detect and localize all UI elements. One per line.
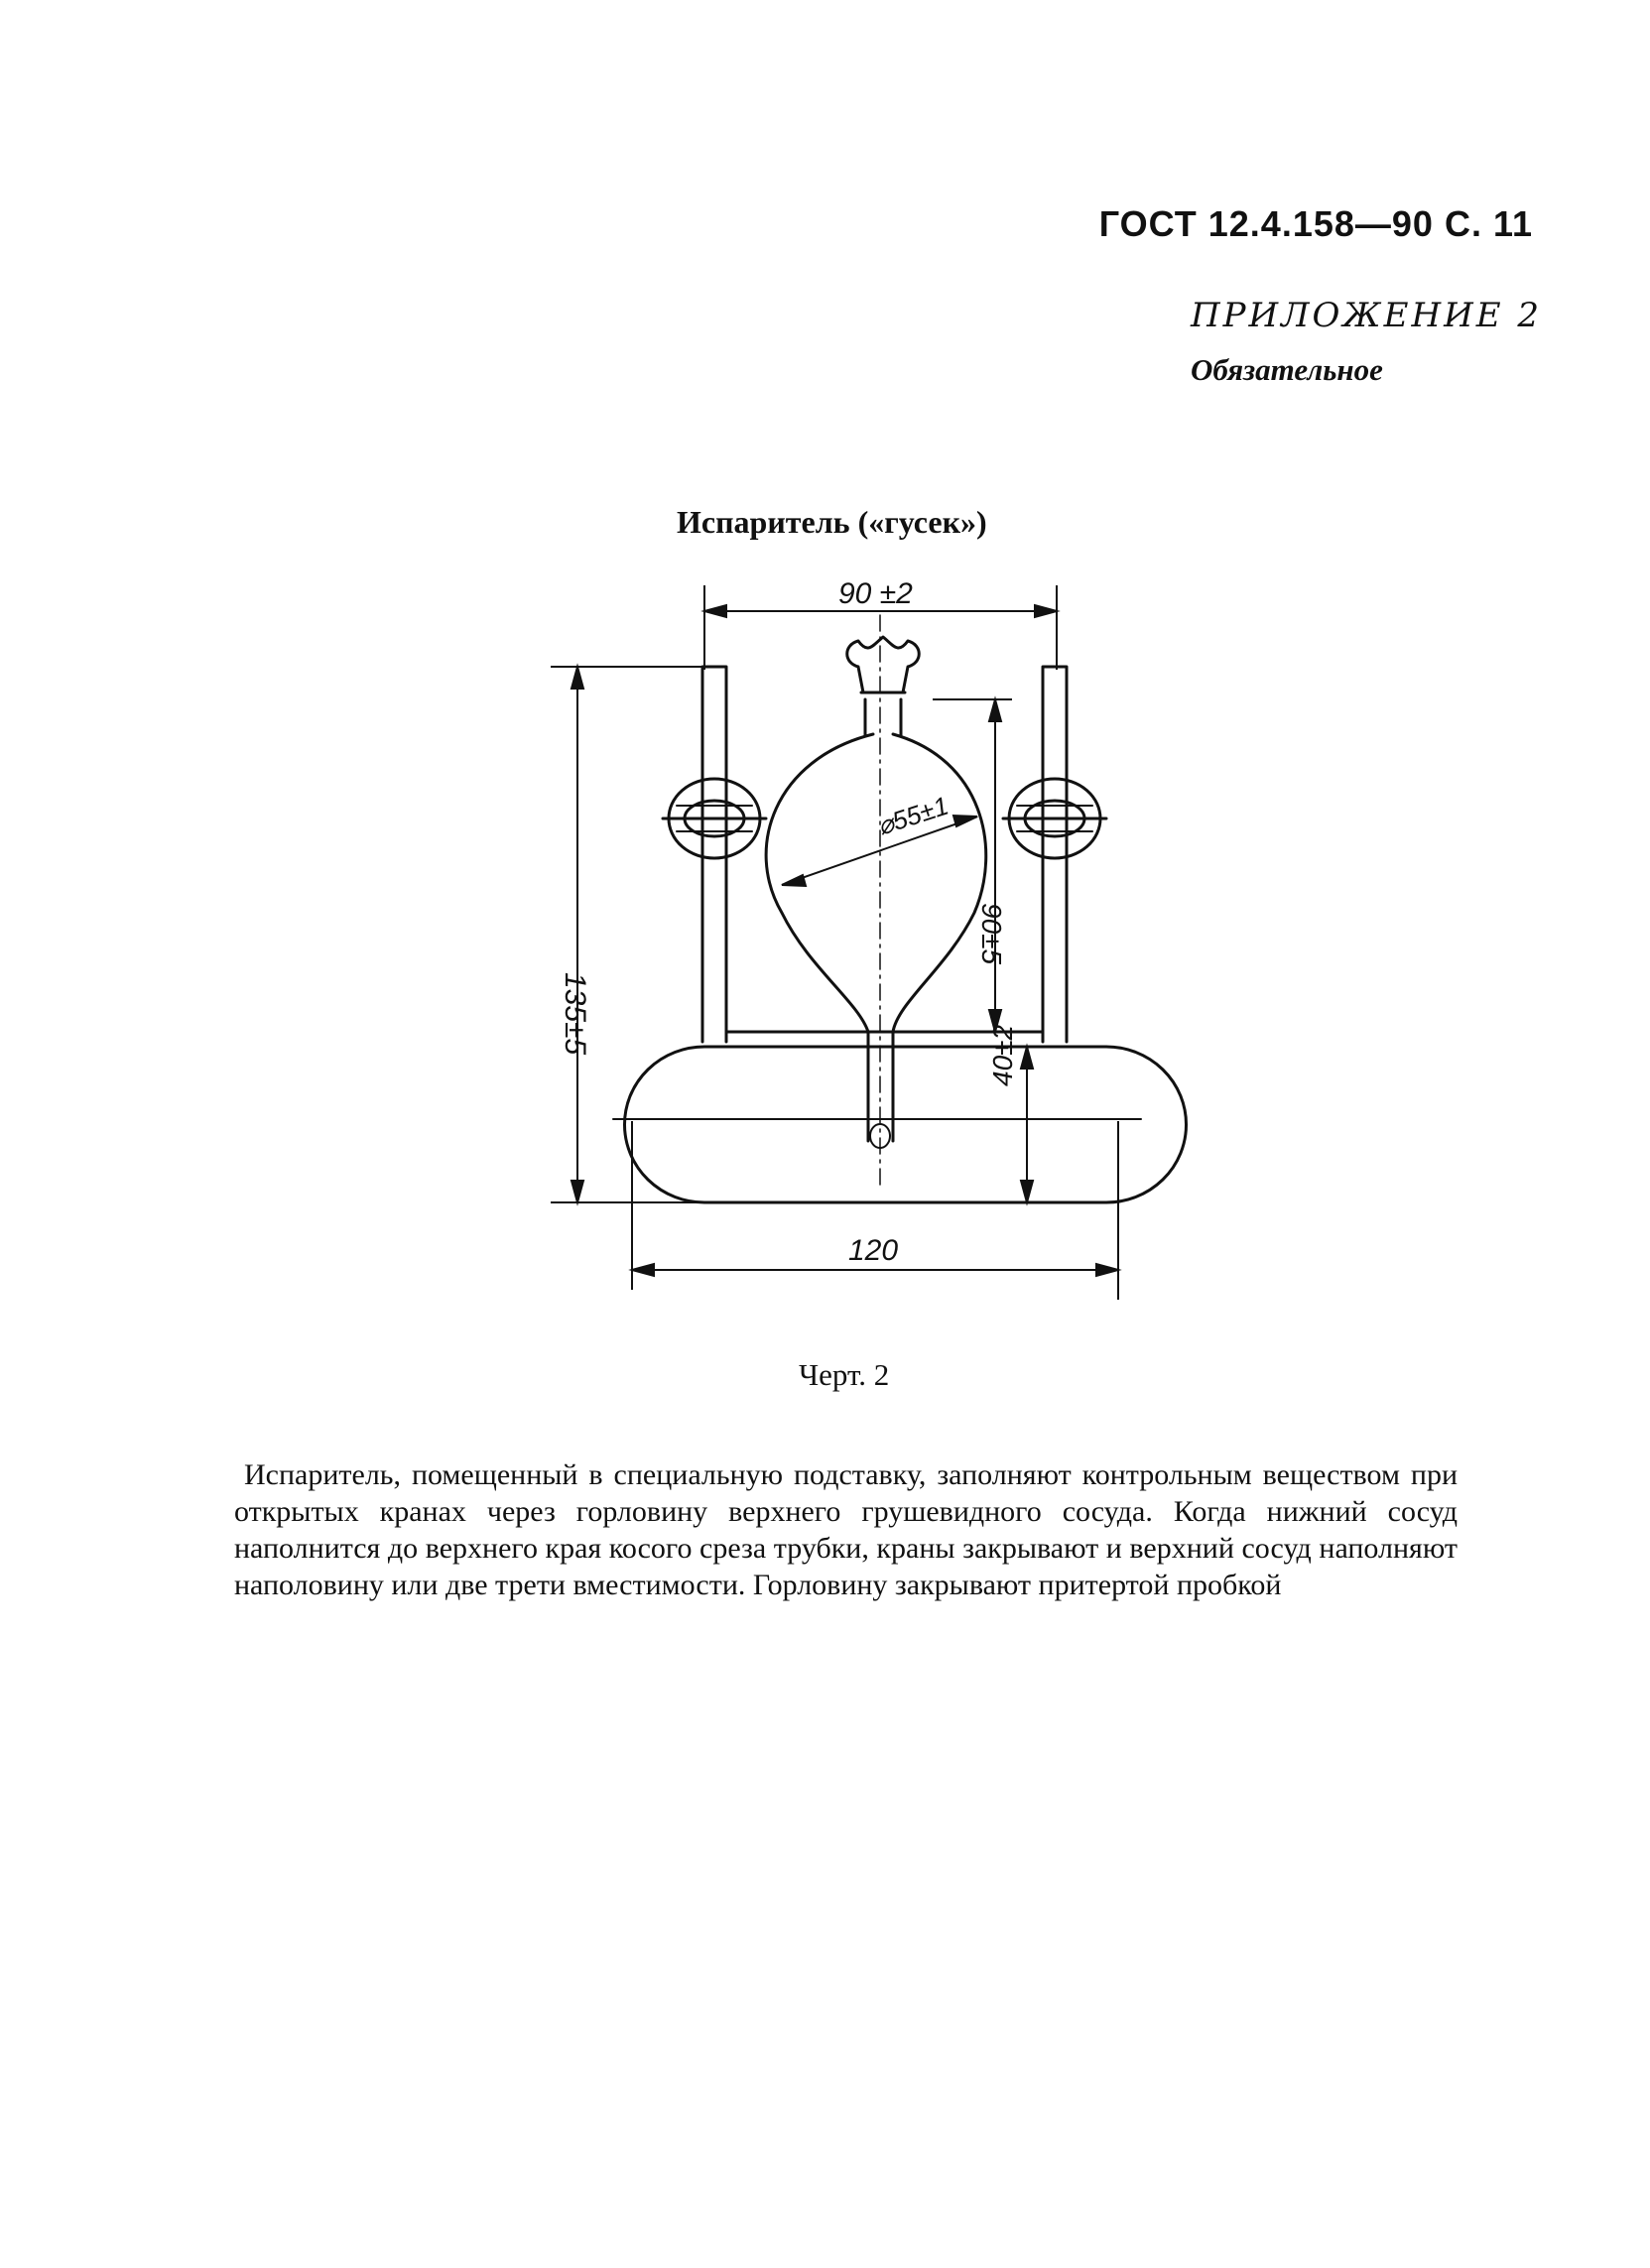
dim-bulb-diameter: ⌀55±1 [873,790,952,841]
right-tube [1043,667,1067,1042]
dim-top-width: 90 ±2 [838,577,913,610]
pear-flask [766,734,986,1141]
dim-bottom-width: 120 [848,1234,899,1267]
appendix-label: ПРИЛОЖЕНИЕ 2 [1191,296,1543,335]
dim-left-height: 135±5 [559,972,591,1056]
dim-bulb-height: 90±5 [976,903,1007,965]
figure-caption: Черт. 2 [799,1357,890,1392]
appendix-status: Обязательное [1191,352,1383,387]
bottom-vessel [624,1047,1186,1202]
figure-title: Испаритель («гусек») [677,504,987,540]
evaporator-drawing [516,575,1191,1320]
dim-bottom-height: 40±2 [987,1024,1018,1086]
standard-header: ГОСТ 12.4.158—90 С. 11 [1098,203,1533,244]
left-stopcock [663,779,766,858]
body-paragraph: Испаритель, помещенный в специальную подставку, заполняют контрольным веществом при открытых кранах через горловину верхнего грушевидного сосуда. Когда нижний сосуд наполнится до верхнего края косого среза трубки, краны закрывают и верхний сосуд наполняют наполовину или две трети вместимости. Горловину закрывают притертой пробкой [234,1458,1458,1601]
left-tube [702,667,726,1042]
right-stopcock [1003,779,1106,858]
stopper [847,637,920,693]
